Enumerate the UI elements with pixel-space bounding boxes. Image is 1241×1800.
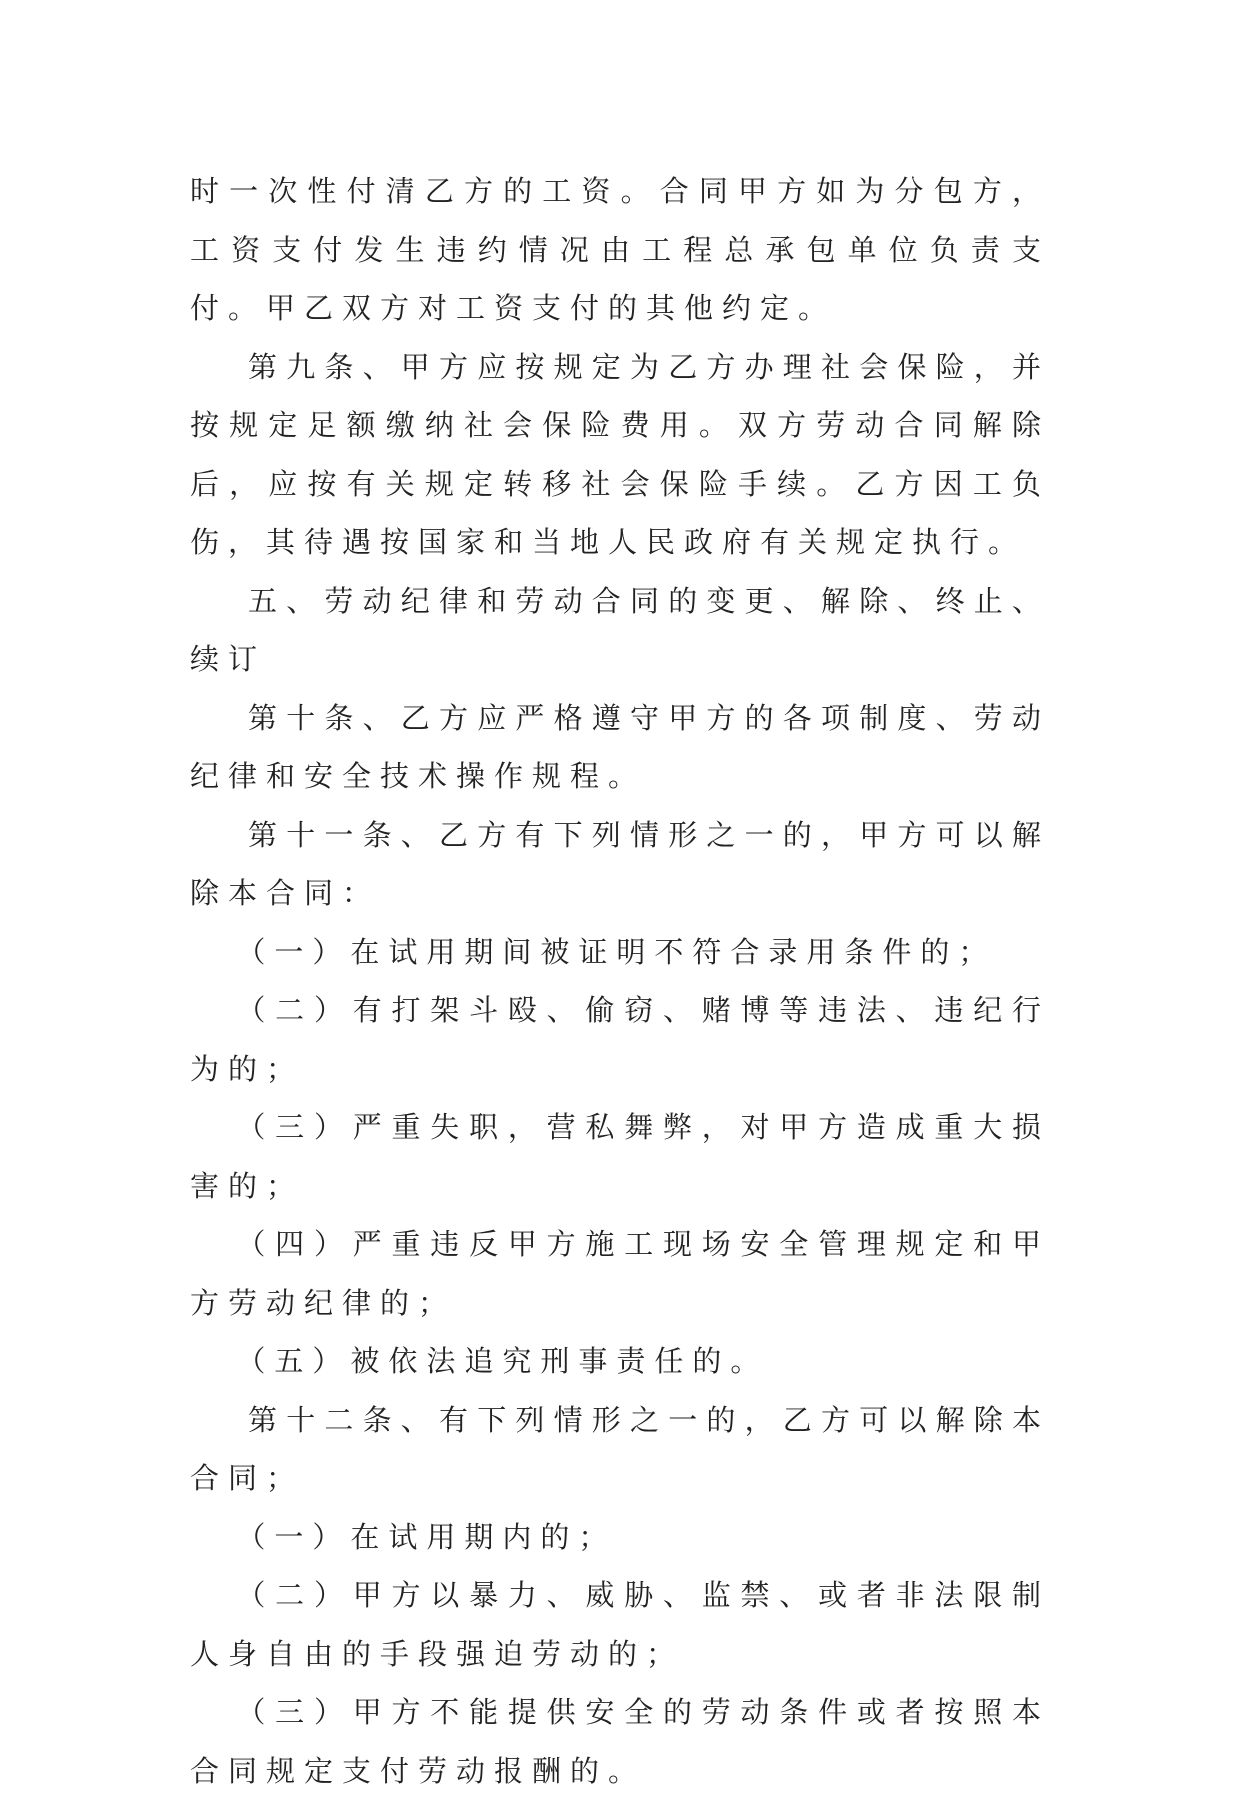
paragraph-article-10: 第十条、乙方应严格遵守甲方的各项制度、劳动纪律和安全技术操作规程。 [190,700,1050,793]
list-item-article-11-2: （二）有打架斗殴、偷窃、赌博等违法、违纪行为的； [190,993,1050,1086]
list-item-article-12-2: （二）甲方以暴力、威胁、监禁、或者非法限制人身自由的手段强迫劳动的； [190,1578,1050,1671]
section-heading-labor-discipline: 五、劳动纪律和劳动合同的变更、解除、终止、续订 [190,583,1050,676]
list-item-article-11-1: （一）在试用期间被证明不符合录用条件的； [236,934,997,969]
paragraph-article-9: 第九条、甲方应按规定为乙方办理社会保险，并按规定足额缴纳社会保险费用。双方劳动合同解除后，应按有关规定转移社会保险手续。乙方因工负伤，其待遇按国家和当地人民政府有关规定执行。 [190,349,1050,559]
list-item-article-11-3: （三）严重失职，营私舞弊，对甲方造成重大损害的； [190,1110,1050,1203]
paragraph-wage-payment-tail: 时一次性付清乙方的工资。合同甲方如为分包方，工资支付发生违约情况由工程总承包单位负责支付。甲乙双方对工资支付的其他约定。 [190,174,1050,325]
paragraph-article-12: 第十二条、有下列情形之一的，乙方可以解除本合同； [190,1402,1050,1495]
paragraph-article-11: 第十一条、乙方有下列情形之一的，甲方可以解除本合同： [190,817,1050,910]
list-item-article-11-4: （四）严重违反甲方施工现场安全管理规定和甲方劳动纪律的； [190,1227,1050,1320]
list-item-article-11-5: （五）被依法追究刑事责任的。 [236,1344,769,1378]
list-item-article-12-3: （三）甲方不能提供安全的劳动条件或者按照本合同规定支付劳动报酬的。 [190,1695,1050,1788]
document-page [190,162,1050,1800]
list-item-article-12-1: （一）在试用期内的； [236,1519,617,1554]
